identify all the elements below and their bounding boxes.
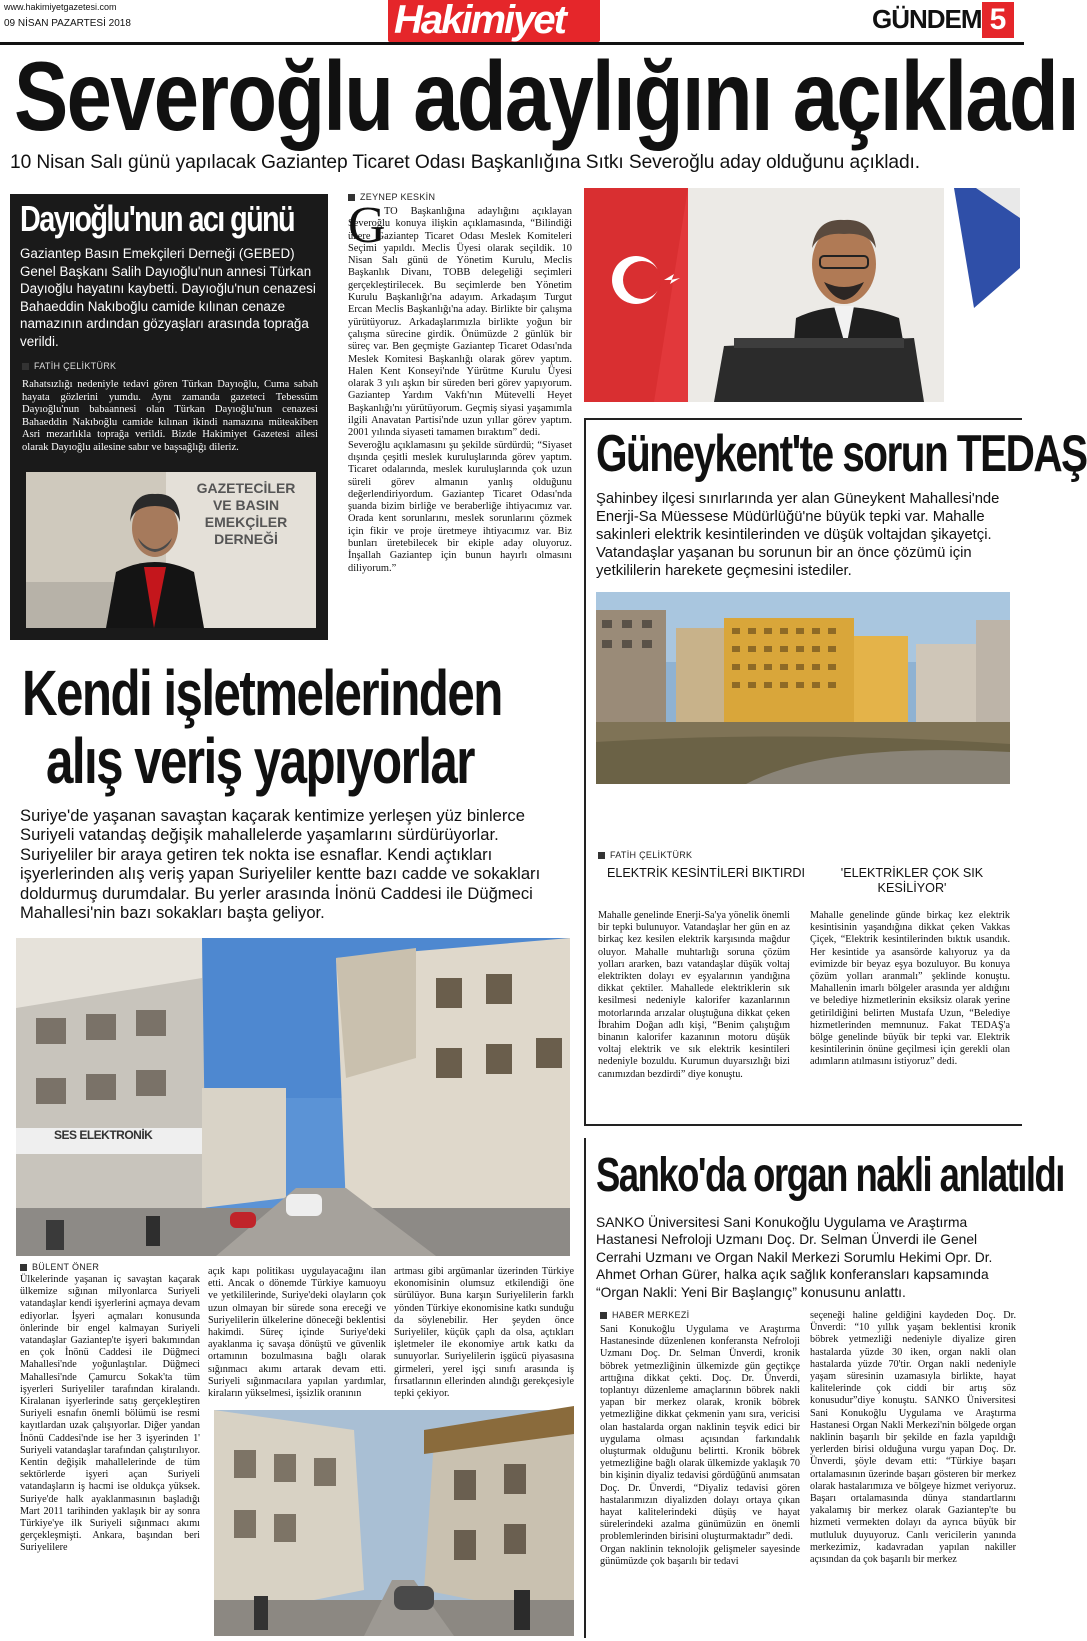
guneykent-col-1: Mahalle genelinde Enerji-Sa'ya yönelik önemli bir tepki bulunuyor. Vatandaşlar her gün en az birkaç kez kesilen elektrik karşısında mağdur oluyor. Mahalle muhtarlığı soruna çözüm yolları ararken, bazı vatandaşlar düşük voltaj elektrikten dolayı ev eşyalarının yandığına dikkat çektiler. Mahallede elektriklerin sık kesilmesi nedeniyle kalorifer kazanlarının motorlarında arızalar oluştuğuna dikkat çeken İbrahim Doğan adlı kişi, “Benim çalıştığım binanın kalorifer kazanının motoru düşük voltaj elektrik ve sık elektrik kesintileri nedeniyle bozuldu. Kurumun duyarsızlığı bizi canımızdan bezdirdi” diye konuştu.: [598, 910, 790, 1080]
guneykent-byline: FATİH ÇELİKTÜRK: [598, 850, 692, 860]
suriye-headline-box: [12, 656, 578, 802]
sanko-lead: SANKO Üniversitesi Sani Konukoğlu Uygulama ve Araştırma Hastanesi Nefroloji Uzmanı Doç. Dr. Selman Ünverdi ile Genel Cerrahi Uzmanı ve Organ Nakil Merkezi Sorumlu Hekimi Opr. Dr. Ahmet Orhan Gürer, halka açık sağlık konferansları kapsamında “Organ Nakli: Yeni Bir Başlangıç” konusunu anlattı.: [596, 1215, 993, 1300]
suriye-headline-2: alış veriş yapıyorlar: [46, 725, 474, 797]
main-byline: ZEYNEP KESKİN: [348, 192, 435, 202]
dayioglu-headline: Dayıoğlu'nun acı günü: [20, 198, 295, 239]
sanko-rule: [584, 1138, 586, 1638]
main-headline-box: [0, 41, 1078, 151]
guneykent-headline-box: [596, 424, 1087, 488]
guneykent-lead: Şahinbey ilçesi sınırlarında yer alan Güneykent Mahallesi'nde Enerji-Sa Müessese Müdürlüğü'ne büyük tepki var. Mahalle sakinleri elektrik kesintilerinden ve düşük voltajdan şikayetçi. Vatandaşlar yaşanan bu sorunun bir an önce çözümü için yetkililerin harekete geçmesini istediler.: [596, 491, 1000, 579]
site-url[interactable]: www.hakimiyetgazetesi.com: [4, 2, 117, 12]
suriye-col-1: Ülkelerinde yaşanan iç savaştan kaçarak ülkemize sığınan milyonlarca Suriyeli vatandaşlar kendi işyerlerini açmaya devam ediyorlar. İşyeri açmaları konusunda önlerinde bir engel kalmayan Suriyeli vatandaşlar Gaziantep'te işyeri bakımından en çok İnönü Caddesi ile Düğmeci Mahallesi'nde yoğunlaştılar. Düğmeci Mahallesi'nde Çamurcu Sokak'ta tüm işyerleri Suriyeliler tarafından kiralandı. Kiralanan işyerlerinde satış gerçekleştiren Suriyeli esnafın önemli bölümü ise resmi kayıtlardan uzak çalışıyorlar. Diğer yandan İnönü Caddesi'nde ise her 3 işyerinden 1' Suriyeli vatandaşlar tarafından çalıştırılıyor. Kentin değişik mahallelerinde de tüm sektörlerde işyeri açan Suriyeli vatandaşların iş hacmi ise oldukça yüksek. Suriye'de halk ayaklanmasının başladığı Mart 2011 tarihinden yaklaşık bir ay sonra Türkiye'ye ilk Suriyeli sığınmacı akımı gerçekleşmişti. Ankara, başından beri Suriyelilere: [20, 1274, 200, 1554]
suriye-photo-small: [214, 1410, 574, 1636]
suriye-photo-main-art: [16, 938, 570, 1256]
suriye-lead: Suriye'de yaşanan savaştan kaçarak kentimize yerleşen yüz binlerce Suriyeli vatandaş değişik mahallelerde yaşamlarını sürdürüyorlar. Suriyeliler bir araya getiren tek nokta ise esnaflar. Kendi açtıkları işyerlerinden alış veriş yapan Suriyeliler kentte bazı cadde ve sokakları doldurmuş durumdalar. Bu yerler arasında İnönü Caddesi ile Düğmeci Mahallesi'nin bazı sokakları başta geliyor.: [20, 806, 541, 923]
severoglu-photo: [584, 188, 1020, 402]
dayioglu-body: Rahatsızlığı nedeniyle tedavi gören Türkan Dayıoğlu, Cuma sabah hayata gözlerini yumdu. Aynı zamanda gazeteci Tebessüm Dayıoğlu'nun babaannesi olan Türkan Dayıoğlu'nun cenazesi Bahaeddin Nakıboğlu camide kılınan ikindi namazına müteakiben Asri mezarlıkla toprağa verildi. Bizde Hakimiyet Gazetesi ailesi olarak Dayıoğlu ailesine sabır ve başsağlığı dileriz.: [22, 379, 318, 453]
gebed-sign: [186, 480, 306, 548]
sanko-headline-box: [596, 1148, 1064, 1208]
gebed-sign-line-2: VE BASIN: [212, 497, 280, 513]
dayioglu-byline: FATİH ÇELİKTÜRK: [22, 361, 116, 371]
guneykent-photo-art: [596, 592, 1010, 784]
sanko-col-1: Sani Konukoğlu Uygulama ve Araştırma Hastanesinde düzenlenen konferansta Nefroloji Uzmanı Doç. Dr. Selman Ünverdi, kronik böbrek yetmezliğinin ülkemizde gün geçtikçe arttığına dikkat çekti. Doç. Dr. Ünverdi, toplantıyı düzenleme amaçlarının böbrek nakli yapan bir merkez olarak, kronik böbrek yetmezliğine dikkat çekmenin yanı sıra, vericisi olan hastalarda organ naklinin teşvik edici bir uygulama olması açısından farkındalık oluşturmak olduğunu belirtti. Kronik böbrek yetmezliğine bağlı olarak ülkemizde yaklaşık 70 bin kişinin diyaliz tedavisi gördüğünü anımsatan Doç. Dr. Ünverdi, “Diyaliz tedavisi gören hastalarımızın diyalizden dolayı ortaya çıkan hayat kalitelerindeki düşüş ve hayat sürelerindeki azalma günümüzün en önemli problemlerinden birisini oluşturmaktadır” dedi. Organ naklinin teknolojik gelişmeler sayesinde günümüzde çok başarılı bir tedavi: [600, 1324, 800, 1567]
suriye-headline-1: Kendi işletmelerinden: [22, 657, 502, 729]
gebed-sign-line-4: DERNEĞİ: [214, 531, 278, 547]
suriye-col-2: açık kapı politikası uygulayacağını ilan etti. Ancak o dönemde Türkiye kamuoyu ve yetkililerinde, Suriye'deki olayların çok uzun olmayan bir sürede sona ereceği ve Suriyelilerin ülkelerine döneceği beklentisi hakimdi. Süreç içinde Suriye'deki ayaklanma iç savaşa dönüştü ve güvenlik ortamının bozulmasına bağlı olarak sığınmacı akımı artarak devam etti. Suriyeli sığınmacılara yapılan yardımlar, kiraların yükselmesi, işsizlik oranının: [208, 1266, 386, 1400]
dayioglu-lead: Gaziantep Basın Emekçileri Derneği (GEBED) Genel Başkanı Salih Dayıoğlu'nun annesi Türkan Dayıoğlu hayatını kaybetti. Dayıoğlu'nun cenazesi Bahaeddin Nakıboğlu camide kılınan cenaze namazının ardından gözyaşları arasında toprağa verildi.: [20, 246, 316, 349]
sanko-col-2: seçeneği haline geldiğini kaydeden Doç. Dr. Ünverdi: “10 yıllık yaşam beklentisi kronik böbrek yetmezliği nedeniyle diyalize giren hastalarda yüzde 30 iken, organ nakli olan hastalarda yüzde 70'tir. Organ nakli nedeniyle yaşam süresinin uzamasıyla birlikte, hayat kalitelerinde çok ciddi bir artış söz konusudur”diye konuştu. SANKO Üniversitesi Sani Konukoğlu Uygulama ve Araştırma Hastanesi Organ Nakli Merkezi'nin bölgede organ naklinin başarılı bir şekilde en fazla yapıldığı yerlerden birisi olduğuna vurgu yapan Doç. Dr. Ünverdi, şöyle devam etti: “Türkiye başarı ortalamasının üzerinde başarı gösteren bir merkez olarak hastalarımıza ve bölgeye hizmet veriyoruz. Başarı ortalamasında dünya standartlarını yakalamış bir merkez olarak Gaziantep'te bu hizmeti vermekten dolayı da ayrıca büyük bir mutluluk duyuyoruz. Canlı vericilerin yanında merkezimiz, kadavradan yapılan nakiller açısından da çok başarılı bir merkez: [810, 1310, 1016, 1566]
gebed-sign-line-1: GAZETECİLER: [196, 480, 296, 496]
page-number: [982, 2, 1014, 38]
dayioglu-box: [10, 194, 328, 640]
suriye-photo-small-art: [214, 1410, 574, 1636]
issue-date: 09 NİSAN PAZARTESİ 2018: [4, 18, 131, 29]
suriye-byline: BÜLENT ÖNER: [20, 1262, 99, 1272]
main-subheadline: 10 Nisan Salı günü yapılacak Gaziantep Ticaret Odası Başkanlığına Sıtkı Severoğlu aday olduğunu açıkladı.: [10, 152, 920, 173]
severoglu-photo-art: [584, 188, 1020, 402]
guneykent-headline: Güneykent'te sorun TEDAŞ: [596, 425, 1087, 483]
shop-sign: SES ELEKTRONİK: [54, 1128, 153, 1142]
logo-text: Hakimiyet: [394, 0, 565, 42]
dayioglu-photo: [26, 472, 316, 628]
logo: [388, 0, 600, 42]
sanko-headline: Sanko'da organ nakli anlatıldı: [596, 1149, 1064, 1202]
section-label: GÜNDEM: [872, 4, 982, 34]
suriye-photo-main: [16, 938, 570, 1256]
guneykent-subhead-1: ELEKTRİK KESİNTİLERİ BIKTIRDI: [606, 866, 806, 880]
suriye-col-3: artması gibi argümanlar üzerinden Türkiye ekonomisinin olumsuz etkilendiği öne sürülüyor. Buna karşın Suriyelilerin farklı yönden Türkiye ekonomisine katkı sunduğu da söylenebilir. Her şeyden önce Suriyeliler, küçük çaplı da olsa, açtıkları işletmeler ile ekonomiye artık katkı da sunuyorlar. Suriyelilerin işgücü piyasasına girmeleri, yerel işçi sınıfı arasında iş fırsatlarının ellerinden alındığı gerekçesiyle tepki çekiyor.: [394, 1266, 574, 1400]
main-headline: Severoğlu adaylığını açıkladı: [14, 41, 1078, 151]
guneykent-photo: [596, 592, 1010, 784]
gebed-sign-line-3: EMEKÇİLER: [204, 514, 288, 530]
page-number-text: 5: [989, 3, 1007, 36]
guneykent-subhead-2: 'ELEKTRİKLER ÇOK SIK KESİLİYOR': [840, 866, 984, 895]
guneykent-col-2: Mahalle genelinde günde birkaç kez elektrik kesintisinin yaşandığına dikkat çeken Vakkas Çiçek, “Elektrik kesintilerinden bıktık usandık. Her kesintide ya asansörde kalıyoruz ya da evimizde bir beyaz eşya bozuluyor. Bu konuya çözüm yolları aranmalı” şeklinde konuştu. Mahallenin imarlı bölgeler arasında yer aldığını ve belediye hizmetlerinin eksiksiz olarak yerine getirildiğini belirten Mustafa Uzun, “Belediye hizmetlerinden memnunuz. Fakat TEDAŞ'a bölge genelinde büyük bir tepki var. Elektrik kesintilerinin önüne geçilmesi için gerekli olan adımların atılmasını istiyoruz” dedi.: [810, 910, 1010, 1068]
main-dropcap: G: [348, 197, 386, 254]
main-body: TO Başkanlığına adaylığını açıklayan Severoğlu konuya ilişkin açıklamasında, “Bilindiği üzere Gaziantep Ticaret Odası Meslek Komiteleri Seçimi yapıldı. Meclis Üyesi olarak seçildik. 10 Nisan Salı günü de Yönetim Kurulu, Meclis Başkanlık Divanı, TOBB delegeliği seçimleri gerçekleştirilecek. Bu seçimlerde ben Yönetim Kurulu Başkanlığı'na adayım. Arkadaşım Turgut Ercan Meclis Başkanlığı'na aday. Birlikte bir çalışma yürütüyoruz. Arkadaşlarımızla birlikte yoğun bir çalışma sürecine girdik. Önümüzde 2 günlük bir süreç var. Ben geçmişte Gaziantep Ticaret Odası'nda Meslek Komitesi Başkanlığı olarak görev yaptım. Halen Kent Konseyi'nde Yürütme Kurulu Üyesi olarak 3 yılı aşkın bir süreden beri görev yapıyorum. Gaziantep Yardım Vakfı'nın Mütevelli Heyet Başkanlığı'nı yürütüyorum. Geçmiş siyasi yaşamımla ilgili Anavatan Partisi'nde uzun yıllar görev yaptım. 2001 yılında siyaseti tamamen bıraktım” dedi. Severoğlu açıklamasını şu şekilde sürdürdü; “Siyaset dışında çeşitli meslek kuruluşlarında görev yaptım. Ticaret odalarında, meslek kuruluşlarında çok uzun süreli görev almanın yanlış olduğunu değerlendiriyordum. Gaziantep Ticaret Odası'nda şuanda bizim birliğe ve beraberliğe ihtiyacımız var. Orada kent sorunlarını, meslek sorunlarını çözmek için fikir ve proje üretmeye ihtiyacımız var. Biz bunları üretebilecek bir ekiple aday oluyoruz. İnşallah Gaziantep için bunun hayırlı olmasını diliyorum.”: [348, 206, 572, 574]
sanko-byline: HABER MERKEZİ: [600, 1310, 689, 1320]
